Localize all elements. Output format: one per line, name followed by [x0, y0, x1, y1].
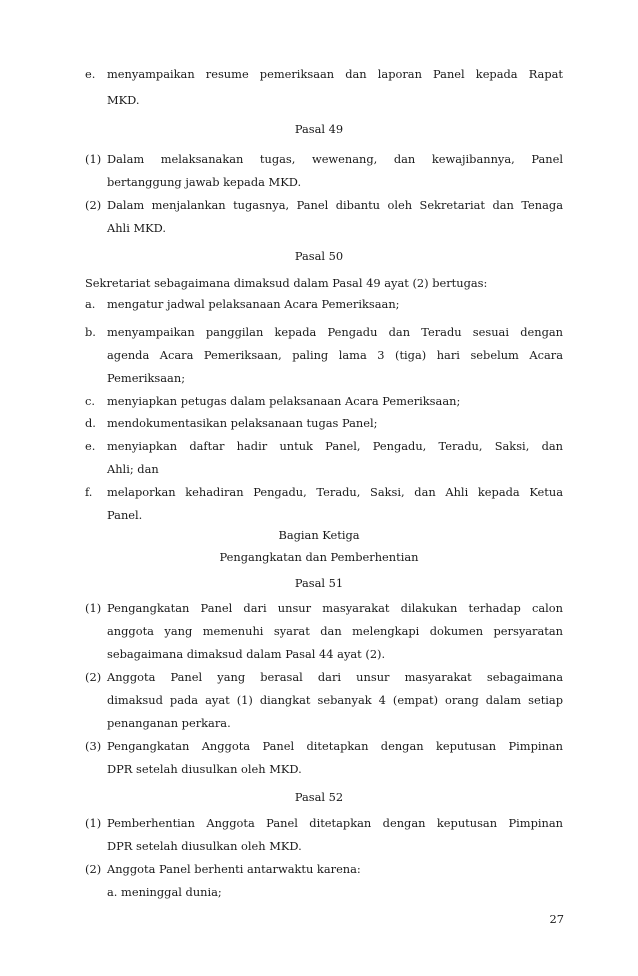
page-number: 27 — [549, 912, 564, 926]
paragraph: Sekretariat sebagaimana dimaksud dalam Pasal 49 ayat (2) bertugas: — [85, 276, 488, 290]
section-heading: Pasal 49 — [294, 122, 344, 136]
list-item: Anggota Panel yang berasal dari unsur masyarakat sebagaimana — [107, 670, 563, 684]
part-title: Pengangkatan dan Pemberhentian — [219, 550, 419, 564]
list-item: mengatur jadwal pelaksanaan Acara Pemeriksaan; — [107, 297, 400, 311]
list-item-continuation: sebagaimana dimaksud dalam Pasal 44 ayat (2). — [107, 647, 386, 661]
list-item-continuation: agenda Acara Pemeriksaan, paling lama 3 (tiga) hari sebelum Acara — [107, 348, 563, 362]
list-item-continuation: dimaksud pada ayat (1) diangkat sebanyak 4 (empat) orang dalam setiap — [107, 693, 563, 707]
list-marker: (2) — [85, 198, 102, 212]
list-item-continuation: Ahli; dan — [107, 462, 159, 476]
list-marker: b. — [85, 325, 96, 339]
list-item: menyampaikan resume pemeriksaan dan laporan Panel kepada Rapat — [107, 67, 563, 81]
list-item-continuation: Panel. — [107, 508, 143, 522]
list-item-continuation: DPR setelah diusulkan oleh MKD. — [107, 762, 302, 776]
list-item: Dalam melaksanakan tugas, wewenang, dan kewajibannya, Panel — [107, 152, 563, 166]
section-heading: Pasal 50 — [294, 249, 344, 263]
list-item-continuation: DPR setelah diusulkan oleh MKD. — [107, 839, 302, 853]
list-marker: (1) — [85, 152, 102, 166]
section-heading: Pasal 51 — [294, 576, 344, 590]
list-item: Pengangkatan Panel dari unsur masyarakat dilakukan terhadap calon — [107, 601, 563, 615]
list-item: melaporkan kehadiran Pengadu, Teradu, Saksi, dan Ahli kepada Ketua — [107, 485, 563, 499]
list-marker: e. — [85, 439, 96, 453]
list-item: mendokumentasikan pelaksanaan tugas Panel; — [107, 416, 378, 430]
list-item-continuation: Ahli MKD. — [107, 221, 166, 235]
list-item: menyampaikan panggilan kepada Pengadu dan Teradu sesuai dengan — [107, 325, 563, 339]
list-item: menyiapkan daftar hadir untuk Panel, Pengadu, Teradu, Saksi, dan — [107, 439, 563, 453]
list-item: Pemberhentian Anggota Panel ditetapkan dengan keputusan Pimpinan — [107, 816, 563, 830]
list-marker: (3) — [85, 739, 102, 753]
list-item: Pengangkatan Anggota Panel ditetapkan dengan keputusan Pimpinan — [107, 739, 563, 753]
list-marker: e. — [85, 67, 96, 81]
part-heading: Bagian Ketiga — [278, 528, 360, 542]
list-item-continuation: penanganan perkara. — [107, 716, 231, 730]
list-marker: (2) — [85, 862, 102, 876]
list-item-continuation: bertanggung jawab kepada MKD. — [107, 175, 302, 189]
list-marker: d. — [85, 416, 96, 430]
list-item-continuation: anggota yang memenuhi syarat dan melengkapi dokumen persyaratan — [107, 624, 563, 638]
list-marker: (1) — [85, 816, 102, 830]
list-item-continuation: Pemeriksaan; — [107, 371, 186, 385]
list-item-continuation: MKD. — [107, 93, 140, 107]
list-item: menyiapkan petugas dalam pelaksanaan Acara Pemeriksaan; — [107, 394, 461, 408]
section-heading: Pasal 52 — [294, 790, 344, 804]
list-marker: a. — [85, 297, 96, 311]
list-item: Dalam menjalankan tugasnya, Panel dibantu oleh Sekretariat dan Tenaga — [107, 198, 563, 212]
list-marker: (1) — [85, 601, 102, 615]
list-marker: (2) — [85, 670, 102, 684]
sub-list-item: a. meninggal dunia; — [107, 885, 222, 899]
list-item: Anggota Panel berhenti antarwaktu karena: — [107, 862, 361, 876]
list-marker: f. — [85, 485, 93, 499]
list-marker: c. — [85, 394, 96, 408]
